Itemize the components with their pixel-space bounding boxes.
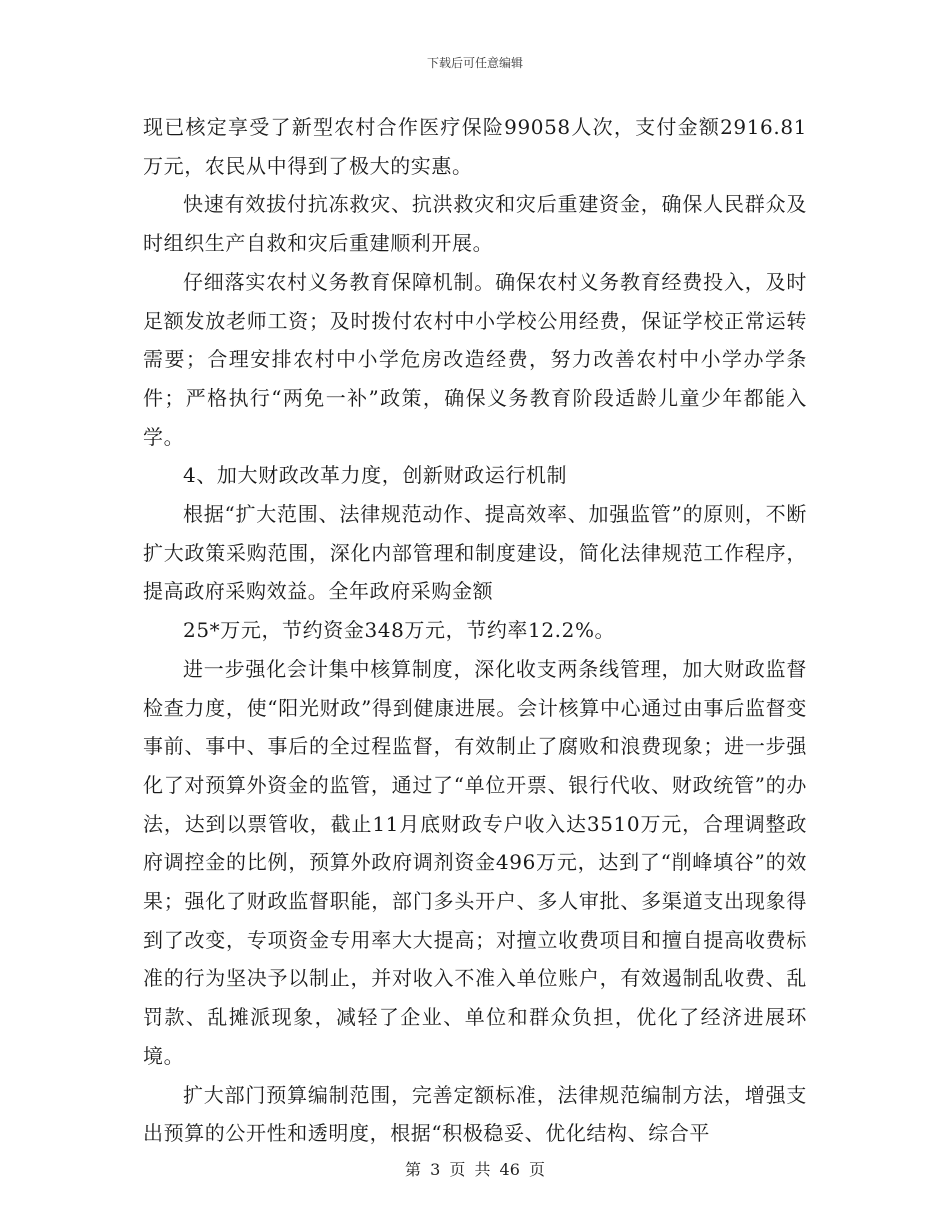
paragraph-disaster-funds: 快速有效拔付抗冻救灾、抗洪救灾和灾后重建资金，确保人民群众及时组织生产自救和灾后重建顺利开展。	[143, 192, 807, 256]
paragraph-procurement: 根据“扩大范围、法律规范动作、提高效率、加强监管”的原则，不断扩大政策采购范围，深化内部管理和制度建设，简化法律规范工作程序，提高政府采购效益。全年政府采购金额	[143, 502, 807, 604]
section-heading-fiscal-reform: 4、加大财政改革力度，创新财政运行机制	[183, 463, 568, 488]
paragraph-insurance-summary: 现已核定享受了新型农村合作医疗保险99058人次，支付金额2916.81万元，农民从中得到了极大的实惠。	[143, 115, 807, 178]
document-body	[143, 108, 807, 1153]
paragraph-accounting-reform: 进一步强化会计集中核算制度，深化收支两条线管理，加大财政监督检查力度，使“阳光财政”得到健康进展。会计核算中心通过由事后监督变事前、事中、事后的全过程监督，有效制止了腐败和浪费现象；进一步强化了对预算外资金的监管，通过了“单位开票、银行代收、财政统管”的办法，达到以票管收，截止11月底财政专户收入达3510万元，合理调整政府调控金的比例，预算外政府调剂资金496万元，达到了“削峰填谷”的效果；强化了财政监督职能，部门多头开户、多人审批、多渠道支出现象得到了改变，专项资金专用率大大提高；对擅立收费项目和擅自提高收费标准的行为坚决予以制止，并对收入不准入单位账户，有效遏制乱收费、乱罚款、乱摊派现象，减轻了企业、单位和群众负担，优化了经济进展环境。	[143, 656, 807, 1068]
paragraph-budget-scope: 扩大部门预算编制范围，完善定额标准，法律规范编制方法，增强支出预算的公开性和透明度，根据“积极稳妥、优化结构、综合平	[143, 1082, 807, 1146]
page-number-footer: 第 3 页 共 46 页	[405, 1160, 545, 1179]
paragraph-education-mechanism: 仔细落实农村义务教育保障机制。确保农村义务教育经费投入，及时足额发放老师工资；及时拨付农村中小学校公用经费，保证学校正常运转需要；合理安排农村中小学危房改造经费，努力改善农村中小学办学条件；严格执行“两免一补”政策，确保义务教育阶段适龄儿童少年都能入学。	[143, 269, 807, 449]
paragraph-procurement-figures: 25*万元，节约资金348万元，节约率12.2%。	[183, 618, 616, 643]
page-header-note: 下载后可任意编辑	[426, 56, 523, 70]
